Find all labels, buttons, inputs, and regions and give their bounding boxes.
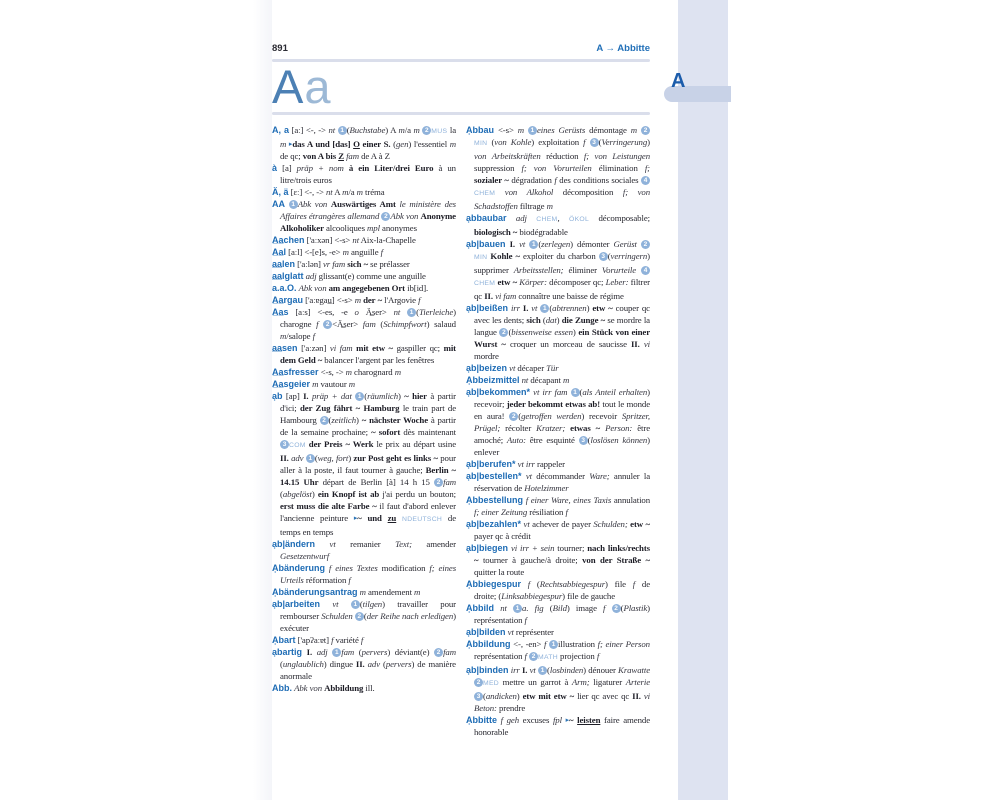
headword: ạb|bauen bbox=[466, 239, 506, 249]
dictionary-entry bbox=[272, 538, 456, 562]
entry-body: <-s, -> m charognard m bbox=[318, 367, 401, 377]
thumb-tab-letter: A bbox=[671, 70, 686, 92]
dictionary-columns bbox=[272, 124, 650, 754]
entry-body: ['aːɐgau̲] <-s> m der ~ l'Argovie f bbox=[303, 295, 421, 305]
page-content bbox=[272, 42, 650, 754]
column-left bbox=[272, 124, 456, 754]
entry-body: <-s> m 1 eines Gerüsts démontage m 2MIN (von Kohle) exploitation f 3 (Verringerung) von Arbeitskräften réduction f; von Leistungen suppression f; von Vorurteilen élimination f; sozialer ~ dégradation f des conditions sociales 4CHEM von Alkohol décomposition f; von Schadstoffen filtrage m bbox=[474, 125, 650, 211]
dictionary-entry bbox=[272, 258, 456, 270]
headword: ạb|bilden bbox=[466, 627, 506, 637]
entry-body: [aː] <-, -> nt 1 (Buchstabe) A m/a m 2 MUS la m ▸das A und [das] O einer S. (gen) l'essentiel m de qc; von A bis Z fam de A à Z bbox=[280, 125, 457, 161]
headword: a.a.O. bbox=[272, 283, 297, 293]
dictionary-entry bbox=[272, 342, 456, 366]
dictionary-entry bbox=[466, 714, 650, 738]
entry-body: m amendement m bbox=[359, 587, 421, 597]
entry-body: vt décommander Ware; annuler la réservation de Hotelzimmer bbox=[474, 471, 650, 493]
headword: A, a bbox=[272, 125, 289, 135]
headword: Ạbbau bbox=[466, 125, 494, 135]
entry-body: f eines Textes modification f; eines Urteils réformation f bbox=[280, 563, 457, 585]
headword: ạb|beizen bbox=[466, 363, 508, 373]
entry-body: vt décaper Tür bbox=[509, 363, 559, 373]
headword: Ạbbitte bbox=[466, 715, 497, 725]
guide-word: A → Abbitte bbox=[596, 43, 650, 54]
headword: Ạbbildung bbox=[466, 639, 511, 649]
dictionary-entry bbox=[272, 270, 456, 282]
dictionary-entry bbox=[272, 186, 456, 198]
entry-body: irr I. vt 1 (losbinden) dénouer Krawatte 2 MED mettre un garrot à Arm; ligaturer Arterie 3 (andicken) etw mit etw ~ lier qc avec qc II. vi Beton: prendre bbox=[474, 665, 650, 713]
entry-body: m vautour m bbox=[312, 379, 356, 389]
entry-body: <-, -en> f 1 illustration f; einer Person représentation f 2 MATH projection f bbox=[474, 639, 650, 661]
entry-body: adj CHEM, ÖKOL décomposable; biologisch ~ biodégradable bbox=[474, 213, 650, 237]
page-edge-shadow bbox=[253, 0, 272, 800]
letter-heading-uppercase: A bbox=[272, 60, 305, 113]
dictionary-entry bbox=[272, 162, 456, 186]
entry-body: I. vt 1 (zerlegen) démonter Gerüst 2MIN Kohle ~ exploiter du charbon 3 (verringern) supprimer Arbeitsstellen; éliminer Vorurteile 4CHEM etw ~ Körper: décomposer qc; Leber: filtrer qc II. vi fam connaître une baisse de régime bbox=[474, 239, 650, 301]
entry-body: vt remanier Text; amender Gesetzentwurf bbox=[280, 539, 456, 561]
headword: à bbox=[272, 163, 278, 173]
entry-body: Abk von am angegebenen Ort ib[id]. bbox=[298, 283, 429, 293]
headword: a̲a̲sen bbox=[272, 343, 298, 353]
entry-body: nt 1 a. fig (Bild) image f 2 (Plastik) représentation f bbox=[474, 603, 650, 625]
thumb-index-strip bbox=[678, 0, 728, 800]
dictionary-entry bbox=[466, 518, 650, 542]
entry-body: ['aːlən] vr fam sich ~ se prélasser bbox=[295, 259, 410, 269]
dictionary-entry bbox=[466, 542, 650, 578]
dictionary-entry bbox=[272, 198, 456, 234]
dictionary-entry bbox=[272, 586, 456, 598]
entry-body: ['aːxən] <-s> nt Aix-la-Chapelle bbox=[304, 235, 416, 245]
entry-body: vt 1 (tilgen) travailler pour rembourser Schulden 2 (der Reihe nach erledigen) exécuter bbox=[280, 599, 457, 633]
page-header bbox=[272, 42, 650, 54]
dictionary-entry bbox=[466, 212, 650, 238]
dictionary-entry bbox=[272, 390, 456, 538]
entry-body: ['apʔaːɐt] f variété f bbox=[295, 635, 364, 645]
entry-body: vt représenter bbox=[507, 627, 554, 637]
headword: AA bbox=[272, 199, 285, 209]
headword: Ạbbiegespur bbox=[466, 579, 522, 589]
headword: ạb bbox=[272, 391, 283, 401]
entry-body: f geh excuses fpl ▸~ leisten faire amende honorable bbox=[474, 715, 650, 737]
headword: A̲a̲l bbox=[272, 247, 287, 257]
dictionary-entry bbox=[272, 294, 456, 306]
headword: A̲a̲s bbox=[272, 307, 289, 317]
dictionary-entry bbox=[272, 366, 456, 378]
dictionary-entry bbox=[466, 602, 650, 626]
headword: a̲a̲len bbox=[272, 259, 296, 269]
page-number: 891 bbox=[272, 43, 288, 54]
headword: ạb|biegen bbox=[466, 543, 509, 553]
dictionary-entry bbox=[466, 124, 650, 212]
headword: A̲a̲sgeier bbox=[272, 379, 311, 389]
letter-heading bbox=[272, 60, 650, 113]
entry-body: adj glissant(e) comme une anguille bbox=[305, 271, 426, 281]
dictionary-entry bbox=[466, 362, 650, 374]
dictionary-entry bbox=[466, 302, 650, 362]
headword: ạb|bestellen* bbox=[466, 471, 522, 481]
entry-body: f einer Ware, eines Taxis annulation f; einer Zeitung résiliation f bbox=[474, 495, 650, 517]
dictionary-entry bbox=[272, 682, 456, 694]
letter-heading-lowercase: a bbox=[304, 60, 332, 113]
headword: Ạbbestellung bbox=[466, 495, 524, 505]
entry-body: Abk von Abbildung ill. bbox=[294, 683, 375, 693]
headword: ạbbaubar bbox=[466, 213, 507, 223]
dictionary-entry bbox=[272, 646, 456, 682]
dictionary-entry bbox=[272, 378, 456, 390]
dictionary-entry bbox=[466, 238, 650, 302]
column-right bbox=[466, 124, 650, 754]
entry-body: vt irr rappeler bbox=[517, 459, 566, 469]
headword: ạb|berufen* bbox=[466, 459, 516, 469]
headword: ạbartig bbox=[272, 647, 303, 657]
headword: Ạbbild bbox=[466, 603, 494, 613]
dictionary-entry bbox=[466, 664, 650, 714]
entry-body: [aːs] <-es, -e o Ä̲ser> nt 1 (Tierleiche) charogne f 2 <Ä̲ser> fam (Schimpfwort) salaud m/salope f bbox=[280, 307, 456, 341]
entry-body: [ɛː] <-, -> nt A m/a m tréma bbox=[288, 187, 385, 197]
headword: ạb|arbeiten bbox=[272, 599, 321, 609]
entry-body: nt décapant m bbox=[521, 375, 570, 385]
headword: ạb|beißen bbox=[466, 303, 509, 313]
dictionary-entry bbox=[272, 634, 456, 646]
entry-body: vt achever de payer Schulden; etw ~ payer qc à crédit bbox=[474, 519, 650, 541]
headword: Ạbänderung bbox=[272, 563, 325, 573]
headword: Ä, ä bbox=[272, 187, 289, 197]
entry-body: I. adj 1 fam (pervers) déviant(e) 2 fam (unglaublich) dingue II. adv (pervers) de manière anormale bbox=[280, 647, 456, 681]
entry-body: f (Rechtsabbiegespur) file f de droite; (Linksabbiegespur) file de gauche bbox=[474, 579, 650, 601]
headword: Ạbart bbox=[272, 635, 296, 645]
headword: a̲a̲lglatt bbox=[272, 271, 304, 281]
dictionary-entry bbox=[272, 598, 456, 634]
headword: A̲a̲rgau bbox=[272, 295, 304, 305]
dictionary-entry bbox=[466, 470, 650, 494]
headword: Ạbbeizmittel bbox=[466, 375, 520, 385]
entry-body: vt irr fam 1 (als Anteil erhalten) recevoir; jeder bekommt etwas ab! tout le monde en aura! 2 (getroffen werden) recevoir Spritzer, Prügel; récolter Kratzer; etwas ~ Person: être amoché; Auto: être esquinté 3 (loslösen können) enlever bbox=[474, 387, 650, 457]
entry-body: irr I. vt 1 (abtrennen) etw ~ couper qc avec les dents; sich (dat) die Zunge ~ se mordre la langue 2 (bissenweise essen) ein Stück von einer Wurst ~ croquer un morceau de saucisse II. vi mordre bbox=[474, 303, 650, 361]
dictionary-entry bbox=[466, 494, 650, 518]
dictionary-entry bbox=[466, 458, 650, 470]
dictionary-entry bbox=[466, 374, 650, 386]
headword: A̲a̲sfresser bbox=[272, 367, 319, 377]
headword: Abb. bbox=[272, 683, 292, 693]
dictionary-entry bbox=[466, 626, 650, 638]
dictionary-entry bbox=[466, 638, 650, 664]
dictionary-entry bbox=[272, 562, 456, 586]
headword: Ạbänderungsantrag bbox=[272, 587, 358, 597]
dictionary-entry bbox=[272, 234, 456, 246]
headword: ạb|bekommen* bbox=[466, 387, 531, 397]
dictionary-entry bbox=[272, 282, 456, 294]
headword: ạb|bezahlen* bbox=[466, 519, 522, 529]
dictionary-entry bbox=[272, 246, 456, 258]
headword: ạb|ändern bbox=[272, 539, 316, 549]
dictionary-entry bbox=[466, 578, 650, 602]
dictionary-entry bbox=[272, 124, 456, 162]
dictionary-entry bbox=[272, 306, 456, 342]
dictionary-entry bbox=[466, 386, 650, 458]
entry-body: [a] präp + nom à ein Liter/drei Euro à un litre/trois euros bbox=[277, 163, 456, 185]
entry-body: [aːl] <-[e]s, -e> m anguille f bbox=[286, 247, 384, 257]
entry-body: vi irr + sein tourner; nach links/rechts ~ tourner à gauche/à droite; von der Straße ~ quitter la route bbox=[474, 543, 650, 577]
headword: A̲a̲chen bbox=[272, 235, 305, 245]
headword: ạb|binden bbox=[466, 665, 509, 675]
entry-body: ['aːzən] vi fam mit etw ~ gaspiller qc; mit dem Geld ~ balancer l'argent par les fenêtres bbox=[280, 343, 456, 365]
entry-body: 1 Abk von Auswärtiges Amt le ministère des Affaires étrangères allemand 2 Abk von Anonyme Alkoholiker alcooliques mpl anonymes bbox=[280, 199, 456, 233]
entry-body: [ap] I. präp + dat 1 (räumlich) ~ hier à partir d'ici; der Zug fährt ~ Hamburg le train part de Hambourg 2 (zeitlich) ~ nächster Woche à partir de la semaine prochaine; ~ sofort dès maintenant 3 COM der Preis ~ Werk le prix au départ usine II. adv 1 (weg, fort) zur Post geht es links ~ pour aller à la poste, il faut tourner à gauche; Berlin ~ 14.15 Uhr départ de Berlin [à] 14 h 15 2 fam (abgelöst) ein Knopf ist ab j'ai perdu un bouton; erst muss die alte Farbe ~ il faut d'abord enlever l'ancienne peinture ▸~ und zu NDEUTSCH de temps en temps bbox=[280, 391, 457, 537]
